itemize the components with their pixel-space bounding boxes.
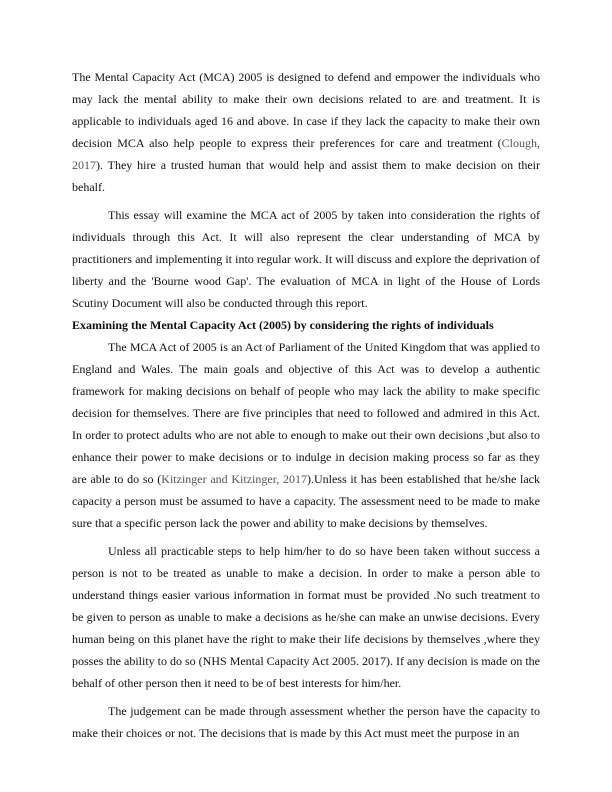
document-page bbox=[72, 66, 540, 744]
intro-paragraph bbox=[72, 66, 540, 198]
mca-overview-paragraph bbox=[72, 336, 540, 534]
intro-text-start: The Mental Capacity Act (MCA) 2005 is designed to defend and empower the individuals who may lack the mental ability to make their own decisions related to are and treatment. It is applicable to individuals aged 16 and above. In case if they lack the capacity to make their own decision MCA also help people to express their preferences for care and treatment ( bbox=[72, 70, 540, 150]
citation-clough: Clough, 2017 bbox=[72, 136, 540, 172]
mca-overview-text-end: ).Unless it has been established that he/she lack capacity a person must be assumed to have a capacity. The assessment need to be made to make sure that a specific person lack the power and ability to make decisions by themselves. bbox=[72, 472, 540, 530]
mca-overview-text-start: The MCA Act of 2005 is an Act of Parliament of the United Kingdom that was applied to England and Wales. The main goals and objective of this Act was to develop a authentic framework for making decisions on behalf of people who may lack the ability to make specific decision for themselves. There are five principles that need to followed and admired in this Act. In order to protect adults who are not able to enough to make out their own decisions ,but also to enhance their power to make decisions or to indulge in decision making process so far as they are able to do so ( bbox=[72, 340, 540, 486]
essay-scope-paragraph: This essay will examine the MCA act of 2005 by taken into consideration the rights of individuals through this Act. It will also represent the clear understanding of MCA by practitioners and implementing it into regular work. It will discuss and explore the deprivation of liberty and the 'Bourne wood Gap'. The evaluation of MCA in light of the House of Lords Scutiny Document will also be conducted through this report. bbox=[72, 208, 540, 310]
intro-text-end: ). They hire a trusted human that would help and assist them to make decision on their behalf. bbox=[72, 158, 540, 194]
section-heading: Examining the Mental Capacity Act (2005) by considering the rights of individuals bbox=[72, 318, 494, 332]
judgement-paragraph: The judgement can be made through assessment whether the person have the capacity to make their choices or not. The decisions that is made by this Act must meet the purpose in an bbox=[72, 704, 540, 740]
citation-kitzinger: Kitzinger and Kitzinger, 2017 bbox=[161, 472, 307, 486]
practicable-steps-paragraph: Unless all practicable steps to help him/her to do so have been taken without success a person is not to be treated as unable to make a decision. In order to make a person able to understand things easier various information in format must be provided .No such treatment to be given to person as unable to make a decisions as he/she can make an unwise decisions. Every human being on this planet have the right to make their life decisions by themselves ,where they posses the ability to do so (NHS Mental Capacity Act 2005. 2017). If any decision is made on the behalf of other person then it need to be of best interests for him/her. bbox=[72, 544, 540, 690]
